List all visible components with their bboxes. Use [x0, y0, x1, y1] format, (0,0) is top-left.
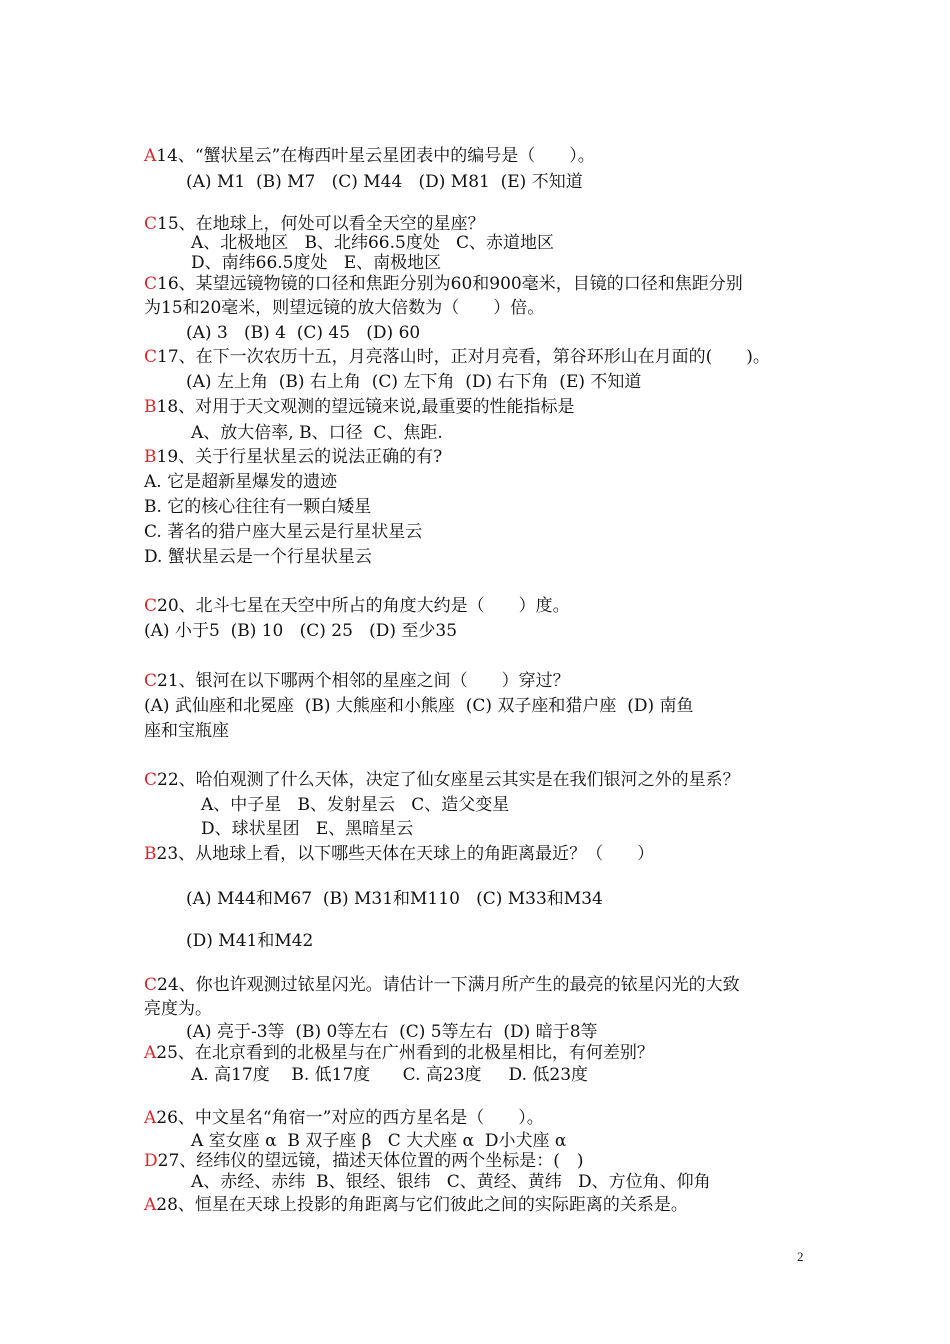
answer-mark: B	[144, 447, 157, 467]
question-line: D. 蟹状星云是一个行星状星云	[144, 547, 372, 567]
question-line: 为15和20毫米，则望远镜的放大倍数为（ ）倍。	[144, 298, 545, 318]
question-text: 某望远镜物镜的口径和焦距分别为60和900毫米，目镜的口径和焦距分别	[195, 274, 743, 294]
question-line: (A) 左上角 (B) 右上角 (C) 左下角 (D) 右下角 (E) 不知道	[186, 372, 642, 392]
answer-mark: C	[144, 274, 158, 294]
question-line: B. 它的核心往往有一颗白矮星	[144, 497, 372, 517]
question-line: (A) 武仙座和北冕座 (B) 大熊座和小熊座 (C) 双子座和猎户座 (D) 南鱼	[144, 696, 694, 716]
question-stem	[144, 396, 575, 418]
question-line: A. 高17度 B. 低17度 C. 高23度 D. 低23度	[191, 1065, 589, 1085]
question-stem	[144, 1107, 544, 1129]
question-number: 25、	[156, 1043, 195, 1063]
question-number: 19、	[156, 447, 196, 467]
question-number: 26、	[156, 1108, 195, 1128]
question-stem	[144, 595, 570, 617]
question-line: (A) 亮于-3等 (B) 0等左右 (C) 5等左右 (D) 暗于8等	[186, 1022, 598, 1042]
question-line: (A) 小于5 (B) 10 (C) 25 (D) 至少35	[144, 621, 458, 641]
question-number: 21、	[157, 671, 196, 691]
question-text: 北斗七星在天空中所占的角度大约是（ ）度。	[195, 596, 570, 616]
question-stem	[144, 1042, 654, 1064]
question-stem	[144, 1150, 584, 1172]
answer-mark: D	[144, 1151, 158, 1171]
answer-mark: C	[144, 596, 158, 616]
question-line: D、南纬66.5度处 E、南极地区	[191, 253, 442, 273]
question-number: 28、	[156, 1195, 195, 1215]
answer-mark: A	[144, 146, 157, 166]
question-line: A、放大倍率, B、口径 C、焦距.	[191, 423, 443, 443]
question-stem	[144, 1194, 688, 1216]
question-stem	[144, 346, 770, 368]
question-number: 23、	[156, 844, 196, 864]
question-text: “蟹状星云”在梅西叶星云星团表中的编号是（ ）。	[194, 146, 595, 166]
question-text: 关于行星状星云的说法正确的有?	[195, 447, 443, 467]
answer-mark: C	[144, 347, 158, 367]
question-text: 你也许观测过铱星闪光。请估计一下满月所产生的最亮的铱星闪光的大致	[195, 975, 740, 995]
question-stem	[144, 446, 442, 468]
question-number: 27、	[157, 1151, 197, 1171]
question-line: A 室女座 α B 双子座 β C 大犬座 α D小犬座 α	[191, 1131, 567, 1151]
question-line: D、球状星团 E、黑暗星云	[201, 819, 414, 839]
question-number: 20、	[157, 596, 196, 616]
question-line: A、北极地区 B、北纬66.5度处 C、赤道地区	[191, 233, 555, 253]
question-stem	[144, 843, 654, 865]
question-stem	[144, 769, 740, 791]
question-text: 对用于天文观测的望远镜来说,最重要的性能指标是	[195, 397, 575, 417]
answer-mark: C	[144, 214, 158, 234]
question-line: A. 它是超新星爆发的遗迹	[144, 472, 338, 492]
answer-mark: A	[144, 1043, 157, 1063]
question-number: 16、	[157, 274, 196, 294]
question-line: (A) 3 (B) 4 (C) 45 (D) 60	[186, 323, 421, 343]
answer-mark: A	[144, 1108, 157, 1128]
question-number: 22、	[157, 770, 196, 790]
question-line: (D) M41和M42	[186, 931, 314, 951]
question-line: (A) M44和M67 (B) M31和M110 (C) M33和M34	[186, 889, 603, 909]
question-stem	[144, 273, 743, 295]
question-line: 座和宝瓶座	[144, 721, 229, 741]
question-line: 亮度为。	[144, 999, 212, 1019]
answer-mark: A	[144, 1195, 157, 1215]
question-number: 14、	[156, 146, 195, 166]
question-stem	[144, 974, 740, 996]
question-text: 哈伯观测了什么天体，决定了仙女座星云其实是在我们银河之外的星系？	[195, 770, 740, 790]
question-text: 经纬仪的望远镜，描述天体位置的两个坐标是：( )	[196, 1151, 584, 1171]
question-text: 恒星在天球上投影的角距离与它们彼此之间的实际距离的关系是。	[194, 1195, 688, 1215]
page-number: 2	[797, 1249, 804, 1264]
question-line: C. 著名的猎户座大星云是行星状星云	[144, 522, 423, 542]
answer-mark: B	[144, 397, 157, 417]
answer-mark: C	[144, 975, 158, 995]
question-line: (A) M1 (B) M7 (C) M44 (D) M81 (E) 不知道	[186, 172, 583, 192]
question-stem	[144, 145, 595, 167]
question-text: 在地球上，何处可以看全天空的星座？	[195, 214, 485, 234]
question-number: 24、	[157, 975, 196, 995]
answer-mark: B	[144, 844, 157, 864]
answer-mark: C	[144, 770, 158, 790]
question-number: 15、	[157, 214, 196, 234]
question-text: 银河在以下哪两个相邻的星座之间（ ）穿过？	[195, 671, 570, 691]
question-text: 在下一次农历十五，月亮落山时，正对月亮看，第谷环形山在月面的( )。	[195, 347, 770, 367]
answer-mark: C	[144, 671, 158, 691]
question-line: A、中子星 B、发射星云 C、造父变星	[201, 795, 510, 815]
question-text: 中文星名“角宿一”对应的西方星名是（ ）。	[194, 1108, 544, 1128]
question-stem	[144, 670, 570, 692]
question-number: 18、	[156, 397, 196, 417]
question-number: 17、	[157, 347, 196, 367]
question-line: A、赤经、赤纬 B、银经、银纬 C、黄经、黄纬 D、方位角、仰角	[191, 1172, 711, 1192]
question-text: 从地球上看，以下哪些天体在天球上的角距离最近？（ ）	[195, 844, 655, 864]
question-text: 在北京看到的北极星与在广州看到的北极星相比，有何差别？	[194, 1043, 654, 1063]
